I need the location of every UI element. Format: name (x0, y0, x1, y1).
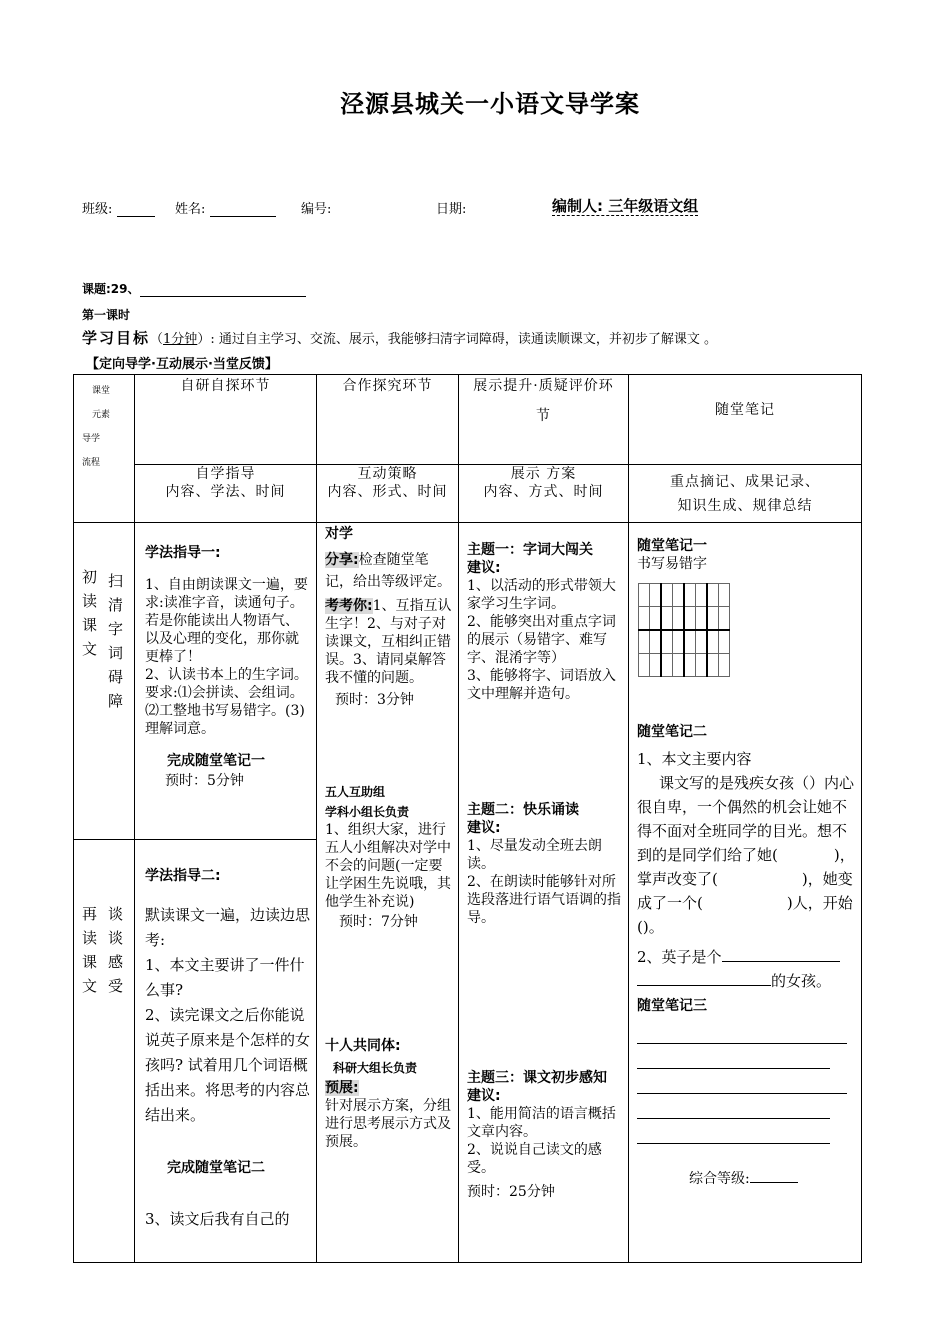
note3-title: 随堂笔记三 (637, 998, 707, 1014)
share-text: 检查随堂笔记，给出等级评定。 (325, 552, 451, 590)
corner-text-4: 流程 (82, 458, 101, 468)
header-cooperation: 合作探究环节 (317, 375, 459, 465)
pair-time: 预时：3分钟 (335, 692, 414, 708)
corner-text-1: 课堂 (92, 386, 111, 396)
goal-text: 通过自主学习、交流、展示，我能够扫清字词障碍，读通读顺课文，并初步了解课文 。 (218, 332, 717, 347)
topic2-line-1: 1、尽量发动全班去朗读。 (467, 838, 602, 872)
self-study-1-cell (135, 523, 317, 840)
self-study-2-title: 学法指导二: (145, 868, 221, 884)
name-label: 姓名: (175, 202, 206, 217)
header-notes: 随堂笔记 (629, 375, 862, 465)
self-study-1-time: 预时：5分钟 (165, 773, 244, 789)
subheader-presentation: 展示 方案 内容、方式、时间 (459, 465, 629, 523)
note1-sub: 书写易错字 (637, 556, 707, 572)
topic3-title: 主题三：课文初步感知 (467, 1070, 607, 1086)
self-study-2-line-3: 2、读完课文之后你能说说英子原来是个怎样的女孩吗? 试着用几个词语概括出来。将思考的内容总结出来。 (145, 1006, 311, 1124)
period-label: 第一课时 (82, 308, 131, 322)
corner-text-3: 导学 (82, 434, 101, 444)
subheader-self-study: 自学指导 内容、学法、时间 (135, 465, 317, 523)
class-blank[interactable] (117, 202, 155, 217)
topic2-title: 主题二：快乐诵读 (467, 802, 579, 818)
learning-goal: 学习目标（1分钟）: 通过自主学习、交流、展示，我能够扫清字词障碍，读通读顺课文，并初步了解课文 。 (82, 329, 717, 347)
lesson-field (82, 280, 306, 297)
corner-cell (74, 375, 135, 523)
subheader-cooperation: 互动策略 内容、形式、时间 (317, 465, 459, 523)
note2-item1: 1、本文主要内容 (637, 750, 752, 768)
number-label: 编号: (301, 202, 332, 217)
note3-lines[interactable] (637, 1019, 857, 1144)
group5-time: 预时：7分钟 (339, 914, 418, 930)
self-study-1-task: 完成随堂笔记一 (167, 753, 265, 769)
group10-title: 十人共同体: (325, 1038, 401, 1054)
grade-field (637, 1170, 857, 1188)
self-study-2-extra: 3、读文后我有自己的 (145, 1210, 290, 1228)
preview-label: 预展: (325, 1080, 359, 1096)
note2-title: 随堂笔记二 (637, 724, 707, 740)
topic2-suggest: 建议: (467, 820, 501, 836)
topic3-line-2: 2、说说自己读文的感受。 (467, 1142, 602, 1176)
row1-label: 初读课文 (82, 568, 98, 658)
cooperation-cell (317, 523, 459, 1263)
row2-label: 再读课文 (82, 905, 98, 995)
note2-item2: 2、英子是个 的女孩。 (637, 945, 857, 993)
name-blank[interactable] (210, 202, 276, 217)
test-text: 1、互指互认生字！2、与对子对读课文，互相纠正错误。3、请同桌解答我不懂的问题。 (325, 598, 452, 686)
name-field (175, 198, 276, 217)
notes-cell (629, 523, 862, 1263)
topic1-line-2: 2、能够突出对重点字词的展示（易错字、难写字、混淆字等） (467, 614, 616, 666)
self-study-2-task: 完成随堂笔记二 (167, 1160, 265, 1176)
topic1-line-3: 3、能够将字、词语放入文中理解并造句。 (467, 668, 616, 702)
row1-label-cell (74, 523, 135, 840)
share-label: 分享: (325, 552, 359, 568)
self-study-2-line-2: 1、本文主要讲了一件什么事? (145, 956, 305, 999)
topic2-line-2: 2、在朗读时能够针对所选段落进行语气语调的指导。 (467, 874, 621, 926)
header-self-study: 自研自探环节 (135, 375, 317, 465)
grade-label: 综合等级: (689, 1171, 750, 1187)
test-label: 考考你: (325, 598, 373, 614)
self-study-2-cell (135, 840, 317, 1263)
writing-grid[interactable] (638, 583, 730, 677)
group5-title: 五人互助组 (325, 785, 386, 799)
lesson-blank[interactable] (140, 284, 306, 297)
grade-blank[interactable] (750, 1182, 798, 1183)
self-study-2-line-1: 默读课文一遍，边读边思考: (145, 906, 311, 949)
goal-label: 学习目标 (82, 329, 151, 347)
note1-title: 随堂笔记一 (637, 538, 707, 554)
guide-table (73, 374, 862, 1263)
row2-sublabel: 谈谈感受 (108, 905, 124, 995)
subheader-notes: 重点摘记、成果记录、 知识生成、规律总结 (629, 465, 862, 523)
topic3-line-1: 1、能用简洁的语言概括文章内容。 (467, 1106, 616, 1140)
topic1-suggest: 建议: (467, 560, 501, 576)
topic3-suggest: 建议: (467, 1088, 501, 1104)
presentation-time: 预时：25分钟 (467, 1184, 555, 1200)
presentation-cell (459, 523, 629, 1263)
corner-text-2: 元素 (92, 410, 111, 420)
topic1-title: 主题一：字词大闯关 (467, 542, 593, 558)
lesson-label: 课题:29、 (82, 282, 140, 296)
preview-text: 针对展示方案，分组进行思考展示方式及预展。 (325, 1098, 451, 1150)
self-study-1-line-2: 2、认读书本上的生字词。要求:⑴会拼读、会组词。 ⑵工整地书写易错字。(3)理解词意。 (145, 667, 308, 737)
self-study-1-line-1: 1、自由朗读课文一遍，要求:读准字音，读通句子。若是你能读出人物语气、以及心理的变化，那你就更棒了！ (145, 577, 308, 665)
group10-leader: 科研大组长负责 (333, 1061, 418, 1075)
topic1-line-1: 1、以活动的形式带领大家学习生字词。 (467, 578, 616, 612)
pair-title: 对学 (325, 526, 353, 542)
note2-paragraph: 课文写的是残疾女孩（）内心很自卑，一个偶然的机会让她不得不面对全班同学的目光。想不到的是同学们给了她( )，掌声改变了( )，她变成了一个( )人，开始()。 (637, 774, 855, 936)
row1-sublabel: 扫清字词碍障 (108, 572, 124, 710)
group5-leader: 学科小组长负责 (325, 805, 410, 819)
page-title: 泾源县城关一小语文导学案 (340, 90, 640, 118)
class-field (82, 198, 155, 217)
class-label: 班级: (82, 202, 113, 217)
row2-label-cell (74, 840, 135, 1263)
editor-label: 编制人: 三年级语文组 (552, 197, 699, 215)
group5-text: 1、组织大家，进行五人小组解决对学中不会的问题(一定要让学困生先说哦，其他学生补充说) (325, 822, 451, 910)
header-presentation: 展示提升·质疑评价环 节 (459, 375, 629, 465)
goal-time: 1分钟 (163, 332, 198, 347)
date-label: 日期: (436, 202, 467, 217)
section-heading: 【定向导学·互动展示·当堂反馈】 (86, 357, 278, 372)
self-study-1-title: 学法指导一: (145, 545, 221, 561)
